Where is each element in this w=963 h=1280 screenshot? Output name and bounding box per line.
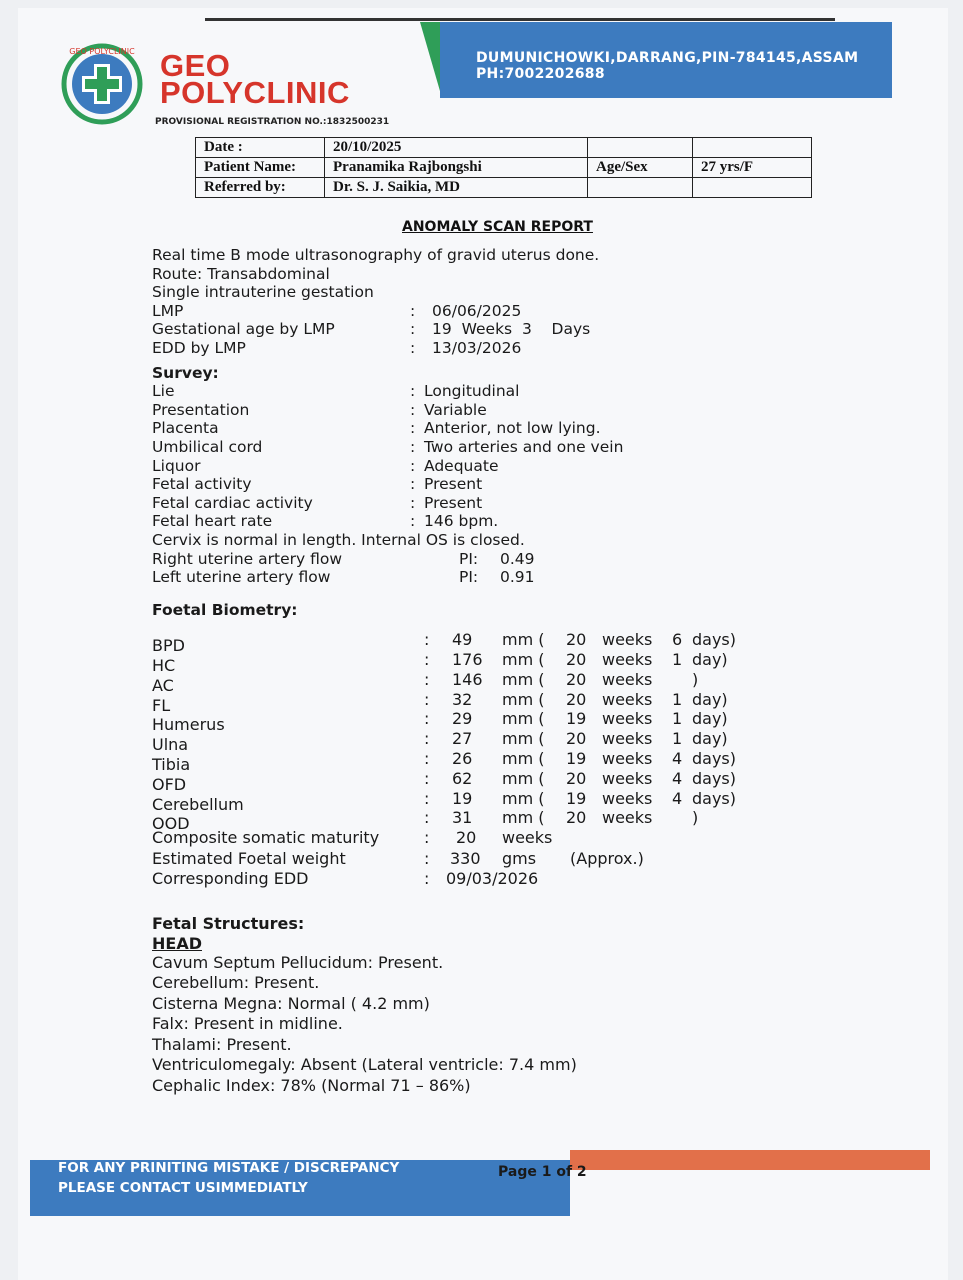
colon: : (410, 437, 416, 456)
biometry-days: 4 (672, 749, 683, 769)
biometry-row (152, 768, 737, 794)
biometry-value: 176 (452, 650, 483, 670)
biometry-heading: Foetal Biometry: (152, 600, 298, 619)
phone-text: PH:7002202688 (476, 66, 605, 82)
header-rule (205, 18, 835, 21)
survey-label: Fetal activity (152, 475, 252, 494)
biometry-weeks: 20 (566, 630, 587, 650)
biometry-days-label: ) (692, 669, 699, 689)
colon: : (410, 512, 416, 531)
page-number: Page 1 of 2 (498, 1164, 587, 1180)
biometry-weeks: 19 (566, 709, 587, 729)
survey-label: Liquor (152, 456, 201, 475)
survey-value: Anterior, not low lying. (424, 419, 601, 438)
survey-label: Umbilical cord (152, 437, 263, 456)
biometry-row (152, 650, 728, 676)
colon: : (424, 709, 430, 729)
biometry-days: 6 (672, 630, 683, 650)
survey-value: Two arteries and one vein (424, 437, 624, 456)
survey-value: Present (424, 493, 483, 512)
biometry-label: OOD (152, 814, 190, 834)
colon: : (410, 456, 416, 475)
ga-row: Gestational age by LMP : 19 Weeks 3 Days (152, 320, 591, 339)
biometry-days-label: day) (692, 729, 728, 749)
head-finding: Ventriculomegaly: Absent (Lateral ventricle: 7.4 mm) (152, 1055, 577, 1075)
corresponding-edd-row: Corresponding EDD : 09/03/2026 (152, 869, 539, 889)
survey-row (152, 419, 599, 438)
colon: : (424, 788, 430, 808)
edd-lmp-row: EDD by LMP : 13/03/2026 (152, 338, 522, 357)
biometry-days-label: days) (692, 630, 737, 650)
biometry-weeks: 20 (566, 768, 587, 788)
survey-label: Placenta (152, 419, 219, 438)
survey-value: Adequate (424, 456, 499, 475)
biometry-row (152, 630, 737, 656)
survey-row (152, 401, 599, 420)
lmp-row: LMP : 06/06/2025 (152, 301, 522, 320)
flow-list (152, 550, 599, 587)
biometry-value: 19 (452, 788, 473, 808)
structures-heading: Fetal Structures: (152, 913, 305, 933)
biometry-days: 4 (672, 768, 683, 788)
biometry-row (152, 689, 728, 715)
biometry-weeks: 19 (566, 749, 587, 769)
biometry-row (152, 808, 699, 834)
biometry-weeks-label: weeks (602, 709, 653, 729)
biometry-weeks-label: weeks (602, 689, 653, 709)
footer-line-2: PLEASE CONTACT USIMMEDIATLY (58, 1180, 308, 1196)
biometry-weeks-label: weeks (602, 749, 653, 769)
survey-value: 146 bpm. (424, 512, 499, 531)
logo-text: GEO POLYCLINIC (69, 47, 135, 56)
biometry-row (152, 788, 737, 814)
head-finding: Cisterna Megna: Normal ( 4.2 mm) (152, 993, 430, 1013)
patient-name-value: Pranamika Rajbongshi (325, 158, 588, 178)
biometry-days-label: day) (692, 650, 728, 670)
footer-line-1: FOR ANY PRINITING MISTAKE / DISCREPANCY (58, 1160, 400, 1176)
head-findings (152, 954, 599, 1098)
biometry-unit: mm ( (502, 650, 545, 670)
biometry-value: 62 (452, 768, 473, 788)
address-text: DUMUNICHOWKI,DARRANG,PIN-784145,ASSAM (476, 50, 859, 66)
colon: : (424, 669, 430, 689)
colon: : (410, 400, 416, 419)
biometry-days-label: days) (692, 768, 737, 788)
biometry-weeks: 20 (566, 729, 587, 749)
pi-value: 0.49 (500, 549, 535, 568)
biometry-unit: mm ( (502, 749, 545, 769)
composite-row: Composite somatic maturity : 20 weeks (152, 828, 553, 848)
age-sex-value: 27 yrs/F (693, 158, 812, 178)
colon: : (424, 768, 430, 788)
biometry-weeks-label: weeks (602, 788, 653, 808)
colon: : (424, 650, 430, 670)
survey-row (152, 494, 599, 513)
head-finding: Cavum Septum Pellucidum: Present. (152, 952, 444, 972)
colon: : (410, 475, 416, 494)
colon: : (410, 419, 416, 438)
flow-label: Right uterine artery flow (152, 549, 343, 568)
survey-value: Variable (424, 400, 487, 419)
biometry-unit: mm ( (502, 788, 545, 808)
biometry-unit: mm ( (502, 669, 545, 689)
head-finding: Cerebellum: Present. (152, 973, 320, 993)
footer-accent (570, 1150, 930, 1170)
brand-line-1: GEO (160, 48, 231, 83)
biometry-weeks: 19 (566, 788, 587, 808)
biometry-label: Tibia (152, 755, 191, 775)
referred-value: Dr. S. J. Saikia, MD (325, 178, 588, 198)
cervix-line: Cervix is normal in length. Internal OS is closed. (152, 530, 525, 549)
biometry-label: OFD (152, 774, 187, 794)
biometry-unit: mm ( (502, 768, 545, 788)
biometry-weeks-label: weeks (602, 808, 653, 828)
clinic-name (160, 48, 350, 110)
survey-value: Longitudinal (424, 382, 520, 401)
head-finding: Thalami: Present. (152, 1034, 292, 1054)
biometry-days: 1 (672, 650, 683, 670)
pi-label: PI: (459, 549, 479, 568)
patient-name-label: Patient Name: (196, 158, 325, 178)
biometry-label: BPD (152, 636, 185, 656)
survey-row (152, 457, 599, 476)
biometry-weeks-label: weeks (602, 630, 653, 650)
biometry-row (152, 709, 728, 735)
biometry-value: 32 (452, 689, 473, 709)
header-contact (476, 50, 858, 82)
biometry-unit: mm ( (502, 729, 545, 749)
survey-label: Lie (152, 382, 175, 401)
registration-number: PROVISIONAL REGISTRATION NO.:1832500231 (155, 117, 390, 127)
biometry-label: FL (152, 695, 171, 715)
biometry-value: 26 (452, 749, 473, 769)
biometry-days-label: ) (692, 808, 699, 828)
biometry-weeks: 20 (566, 689, 587, 709)
weight-row: Estimated Foetal weight : 330 gms (Approx.) (152, 848, 644, 868)
head-finding: Cephalic Index: 78% (Normal 71 – 86%) (152, 1075, 471, 1095)
biometry-weeks-label: weeks (602, 650, 653, 670)
survey-label: Presentation (152, 400, 250, 419)
biometry-weeks: 20 (566, 669, 587, 689)
colon: : (424, 729, 430, 749)
report-body (152, 246, 737, 1097)
biometry-unit: mm ( (502, 689, 545, 709)
biometry-days: 4 (672, 788, 683, 808)
flow-label: Left uterine artery flow (152, 568, 331, 587)
biometry-label: Ulna (152, 735, 189, 755)
survey-row (152, 512, 599, 531)
survey-row (152, 382, 599, 401)
biometry-value: 29 (452, 709, 473, 729)
biometry-days: 1 (672, 689, 683, 709)
colon: : (424, 749, 430, 769)
biometry-weeks: 20 (566, 650, 587, 670)
age-sex-label: Age/Sex (588, 158, 693, 178)
biometry-row (152, 749, 737, 775)
flow-row (152, 550, 599, 569)
survey-label: Fetal cardiac activity (152, 493, 313, 512)
intro-line: Route: Transabdominal (152, 264, 330, 283)
biometry-weeks-label: weeks (602, 729, 653, 749)
biometry-days-label: days) (692, 749, 737, 769)
head-finding: Falx: Present in midline. (152, 1014, 343, 1034)
biometry-days: 1 (672, 709, 683, 729)
colon: : (424, 630, 430, 650)
biometry-weeks-label: weeks (602, 669, 653, 689)
clinic-logo-icon (58, 42, 148, 126)
biometry-label: Cerebellum (152, 794, 244, 814)
survey-row (152, 437, 624, 457)
survey-list (152, 382, 624, 531)
biometry-days-label: day) (692, 689, 728, 709)
pi-value: 0.91 (500, 568, 535, 587)
biometry-label: HC (152, 656, 176, 676)
survey-value: Present (424, 475, 483, 494)
date-label: Date : (196, 138, 325, 158)
footer-notice (58, 1158, 399, 1198)
colon: : (424, 808, 430, 828)
biometry-unit: mm ( (502, 709, 545, 729)
biometry-weeks-label: weeks (602, 768, 653, 788)
biometry-value: 31 (452, 808, 473, 828)
biometry-row (152, 669, 699, 695)
biometry-unit: mm ( (502, 808, 545, 828)
intro-line: Single intrauterine gestation (152, 283, 374, 302)
head-heading: HEAD (152, 934, 202, 954)
biometry-row (152, 729, 728, 755)
biometry-list (152, 630, 737, 834)
colon: : (410, 493, 416, 512)
survey-label: Fetal heart rate (152, 512, 273, 531)
biometry-days: 1 (672, 729, 683, 749)
brand-line-2: POLYCLINIC (160, 75, 350, 110)
pi-label: PI: (459, 568, 479, 587)
biometry-value: 146 (452, 669, 483, 689)
survey-row (152, 475, 599, 494)
referred-label: Referred by: (196, 178, 325, 198)
intro-line: Real time B mode ultrasonography of gravid uterus done. (152, 246, 600, 264)
biometry-value: 49 (452, 630, 473, 650)
colon: : (424, 689, 430, 709)
biometry-label: AC (152, 675, 174, 695)
patient-info-table (195, 137, 812, 198)
biometry-label: Humerus (152, 715, 225, 735)
date-value: 20/10/2025 (325, 138, 588, 158)
biometry-weeks: 20 (566, 808, 587, 828)
colon: : (410, 382, 416, 401)
biometry-unit: mm ( (502, 630, 545, 650)
report-title: ANOMALY SCAN REPORT (402, 219, 593, 235)
survey-heading: Survey: (152, 363, 219, 382)
biometry-days-label: day) (692, 709, 728, 729)
flow-row (152, 568, 599, 587)
biometry-days-label: days) (692, 788, 737, 808)
biometry-value: 27 (452, 729, 473, 749)
